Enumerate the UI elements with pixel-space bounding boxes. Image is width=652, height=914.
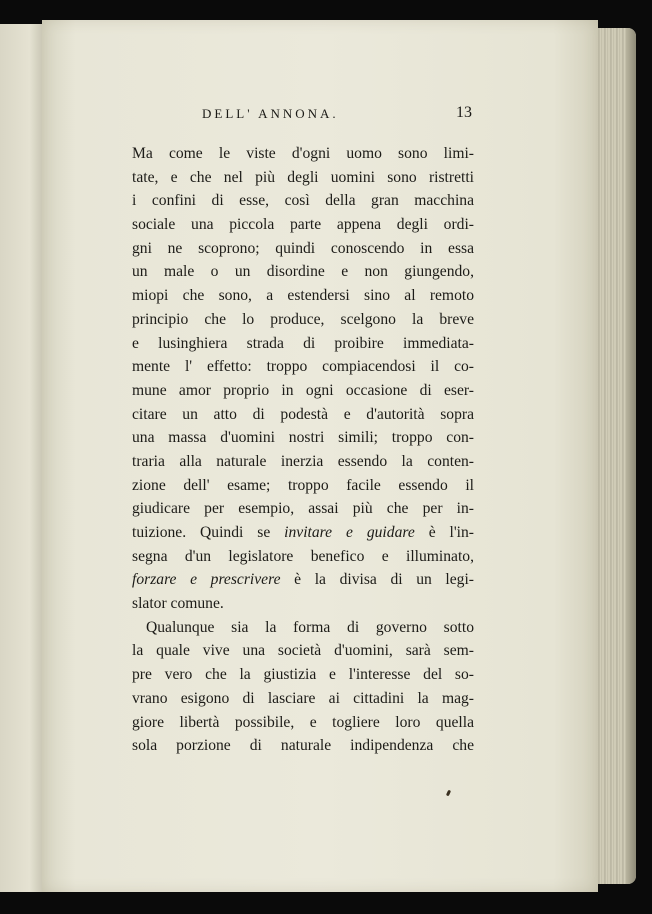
text-line: vrano esigono di lasciare ai cittadini la mag- (132, 689, 474, 707)
text-line: miopi che sono, a estendersi sino al remoto (132, 287, 474, 305)
text-line: Ma come le viste d'ogni uomo sono limi- (132, 145, 474, 162)
text-line: segna d'un legislatore benefico e illuminato, (132, 547, 474, 565)
text-line: giudicare per esempio, assai più che per in- (132, 500, 474, 518)
text-line: e lusinghiera strada di proibire immediata- (132, 334, 474, 352)
page-number: 13 (456, 104, 472, 121)
text-line: mente l' effetto: troppo compiacendosi il co- (132, 358, 474, 376)
running-title: DELL' ANNONA. (202, 106, 339, 121)
page-header (202, 106, 472, 126)
text-line: una massa d'uomini nostri simili; troppo con- (132, 429, 474, 447)
italic-phrase: invitare e guidare (284, 524, 415, 541)
text-line: tate, e che nel più degli uomini sono ristretti (132, 168, 474, 186)
text-segment: è la divisa di un legi- (280, 571, 474, 589)
text-line: pre vero che la giustizia e l'interesse del so- (132, 666, 474, 684)
text-line: Qualunque sia la forma di governo sotto (146, 618, 474, 636)
text-line: slator comune. (132, 595, 224, 613)
text-line: sociale una piccola parte appena degli ordi- (132, 216, 474, 234)
text-line: mune amor proprio in ogni occasione di eser- (132, 381, 474, 399)
text-line: traria alla naturale inerzia essendo la conten- (132, 452, 474, 470)
text-segment: tuizione. Quindi se (132, 524, 285, 541)
text-line: principio che lo produce, scelgono la breve (132, 310, 474, 328)
facing-page-edge (0, 24, 43, 892)
body-text (132, 142, 474, 758)
text-line: un male o un disordine e non giungendo, (132, 263, 474, 281)
text-line: citare un atto di podestà e d'autorità sopra (132, 405, 474, 423)
text-segment: è l'in- (414, 524, 474, 541)
text-line (132, 568, 474, 592)
text-line: giore libertà possibile, e togliere loro quella (132, 713, 474, 731)
text-line: zione dell' esame; troppo facile essendo il (132, 476, 474, 494)
text-line (132, 521, 474, 545)
italic-phrase: forzare e prescrivere (132, 571, 281, 589)
book-page (42, 20, 598, 892)
text-line: i confini di esse, così della gran macchina (132, 192, 474, 210)
text-line: sola porzione di naturale indipendenza che (132, 737, 474, 755)
paper-blemish (446, 790, 451, 797)
text-line: gni ne scoprono; quindi conoscendo in essa (132, 239, 474, 257)
text-line: la quale vive una società d'uomini, sarà sem- (132, 642, 474, 660)
